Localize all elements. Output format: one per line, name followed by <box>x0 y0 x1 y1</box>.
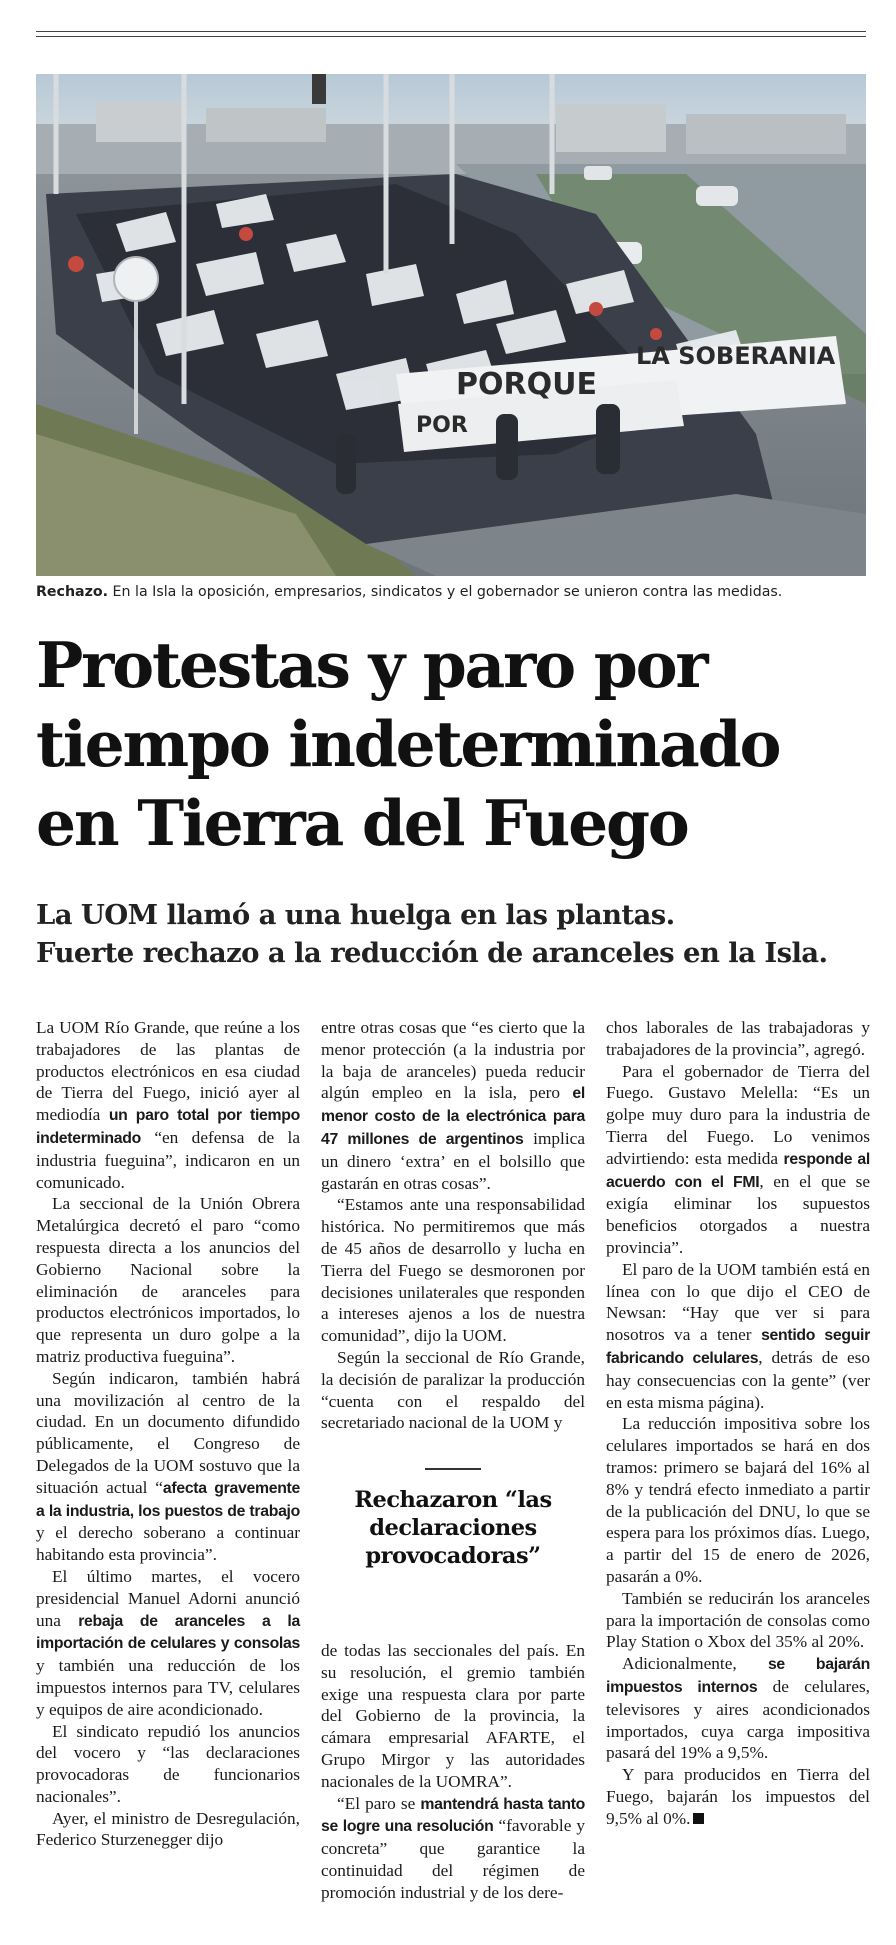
text: Adicionalmente, <box>622 1654 768 1674</box>
paragraph <box>606 1259 870 1414</box>
paragraph: La seccional de la Unión Obrera Metalúrgica decretó el paro “como respuesta directa a los anuncios del Gobierno Nacional sobre la eliminación de aranceles para productos electrónicos importados, lo que representa un duro golpe a la matriz productiva fueguina”. <box>36 1194 300 1366</box>
banner-text-bottom: POR <box>416 413 468 438</box>
end-of-article-mark <box>693 1813 704 1824</box>
headline-line-3: en Tierra del Fuego <box>36 786 688 860</box>
paragraph <box>606 1653 870 1764</box>
paragraph: “Estamos ante una responsabilidad histórica. No permitiremos que más de 45 años de desarrollo y lucha en Tierra del Fuego se desmoronen por decisiones unilaterales que responden a intereses ajenos a los de nuestra comunidad”, dijo la UOM. <box>321 1195 585 1346</box>
headline <box>36 626 866 863</box>
bold-text: un paro total por tiempo indeterminado <box>36 1107 300 1147</box>
text: El último martes, el vocero presidencial Manuel Adorni anunció una <box>36 1566 300 1630</box>
paragraph <box>36 1017 300 1193</box>
text: y el derecho soberano a continuar habitando esta provincia”. <box>36 1523 300 1565</box>
bold-text: afecta gravemente a la industria, los puestos de trabajo <box>36 1479 300 1520</box>
text: “El paro se <box>337 1793 421 1813</box>
headline-line-1: Protestas y paro por <box>36 628 707 702</box>
bold-text: se bajarán impuestos internos <box>606 1656 871 1696</box>
article-column-3 <box>606 1017 870 1829</box>
paragraph: También se reducirán los aranceles para la importación de consolas como Play Station o Xbox del 35% al 20%. <box>606 1588 870 1652</box>
text: “favorable y concreta” que garantice la continuidad del régimen de promoción industrial y de los dere- <box>321 1816 585 1902</box>
paragraph <box>36 1368 300 1566</box>
article-column-2-bottom <box>321 1640 585 1904</box>
headline-line-2: tiempo indeterminado <box>36 707 780 781</box>
text: El paro de la UOM también está en línea con lo que dijo el CEO de Newsan: “Hay que ver si para nosotros va a tener <box>606 1259 870 1345</box>
article-column-1 <box>36 1017 300 1851</box>
text: Y para producidos en Tierra del Fuego, bajarán los impuestos del 9,5% al 0%. <box>606 1765 870 1828</box>
top-rule <box>36 31 866 32</box>
text: Para el gobernador de Tierra del Fuego. Gustavo Melella: “Es un golpe muy duro para la industria de Tierra del Fuego. Lo venimos advirtiendo: esta medida <box>606 1061 870 1168</box>
bold-text: mantendrá hasta tanto se logre una resolución <box>321 1795 586 1836</box>
paragraph <box>36 1566 300 1721</box>
paragraph: La reducción impositiva sobre los celulares importados se hará en dos tramos: primero se bajará del 16% al 8% y tendrá efecto inmediato a partir de la publicación del DNU, lo que se espera para los próximos días. Luego, a partir del 15 de enero de 2026, pasarán a 0%. <box>606 1414 870 1586</box>
paragraph <box>606 1061 870 1259</box>
bold-text: rebaja de aranceles a la importación de celulares y consolas <box>36 1612 300 1653</box>
photo-caption <box>36 582 866 602</box>
paragraph: Ayer, el ministro de Desregulación, Federico Sturzenegger dijo <box>36 1808 300 1850</box>
text: de celulares, televisores y aires acondicionados importados, cuya carga impositiva pasará del 19% a 9,5%. <box>606 1676 870 1763</box>
banner-text-middle: PORQUE <box>456 367 597 402</box>
caption-label: Rechazo. <box>36 584 109 600</box>
paragraph <box>321 1793 585 1904</box>
text: , detrás de eso hay consecuencias con la gente” (ver en esta misma página). <box>606 1347 870 1412</box>
paragraph: El sindicato repudió los anuncios del vocero y “las declaraciones provocadoras de funcionarios nacionales”. <box>36 1721 300 1806</box>
subheadline <box>36 896 866 972</box>
text: Según indicaron, también habrá una movilización al centro de la ciudad. En un documento difundido públicamente, el Congreso de Delegados de la UOM sostuvo que la situación actual “ <box>36 1368 300 1497</box>
subheadline-line-2: Fuerte rechazo a la reducción de aranceles en la Isla. <box>36 937 828 969</box>
subheadline-line-1: La UOM llamó a una huelga en las plantas. <box>36 899 675 931</box>
paragraph <box>321 1017 585 1194</box>
top-rule-second <box>36 36 866 37</box>
paragraph: Según la seccional de Río Grande, la decisión de paralizar la producción “cuenta con el respaldo del secretariado nacional de la UOM y <box>321 1347 585 1433</box>
text: “en defensa de la industria fueguina”, indicaron en un comunicado. <box>36 1127 300 1192</box>
paragraph <box>606 1764 870 1829</box>
pull-quote-text: Rechazaron “las declaraciones provocadoras” <box>354 1487 552 1569</box>
protest-march-photo <box>36 74 866 576</box>
bold-text: el menor costo de la electrónica para 47 millones de argentinos <box>321 1085 585 1148</box>
text: , en el que se exigía eliminar los supuestos beneficios otorgados a nuestra provincia”. <box>606 1171 870 1257</box>
text: entre otras cosas que “es cierto que la menor protección (a la industria por la baja de aranceles) pueda reducir algún empleo en la isla, pero <box>321 1018 585 1103</box>
pull-quote-rule <box>425 1468 481 1470</box>
text: y también una reducción de los impuestos internos para TV, celulares y equipos de aire acondicionado. <box>36 1656 300 1719</box>
text: implica un dinero ‘extra’ en el bolsillo que gastarán en otras cosas”. <box>321 1128 585 1193</box>
bold-text: sentido seguir fabricando celulares <box>606 1327 870 1367</box>
banner-text-top: LA SOBERANIA <box>636 342 836 370</box>
paragraph: de todas las seccionales del país. En su resolución, el gremio también exige una respuesta clara por parte del Gobierno de la provincia, la cámara empresarial AFARTE, el Grupo Mirgor y las autoridades nacionales de la UOMRA”. <box>321 1641 585 1791</box>
article-column-2-top <box>321 1017 585 1434</box>
pull-quote <box>321 1468 585 1570</box>
bold-text: responde al acuerdo con el FMI <box>606 1150 870 1191</box>
text: La UOM Río Grande, que reúne a los trabajadores de las plantas de productos electrónicos en esa ciudad de Tierra del Fuego, inició ayer al mediodía <box>36 1018 300 1125</box>
caption-text: En la Isla la oposición, empresarios, sindicatos y el gobernador se unieron contra las medidas. <box>108 584 783 600</box>
paragraph: chos laborales de las trabajadoras y trabajadores de la provincia”, agregó. <box>606 1018 870 1059</box>
